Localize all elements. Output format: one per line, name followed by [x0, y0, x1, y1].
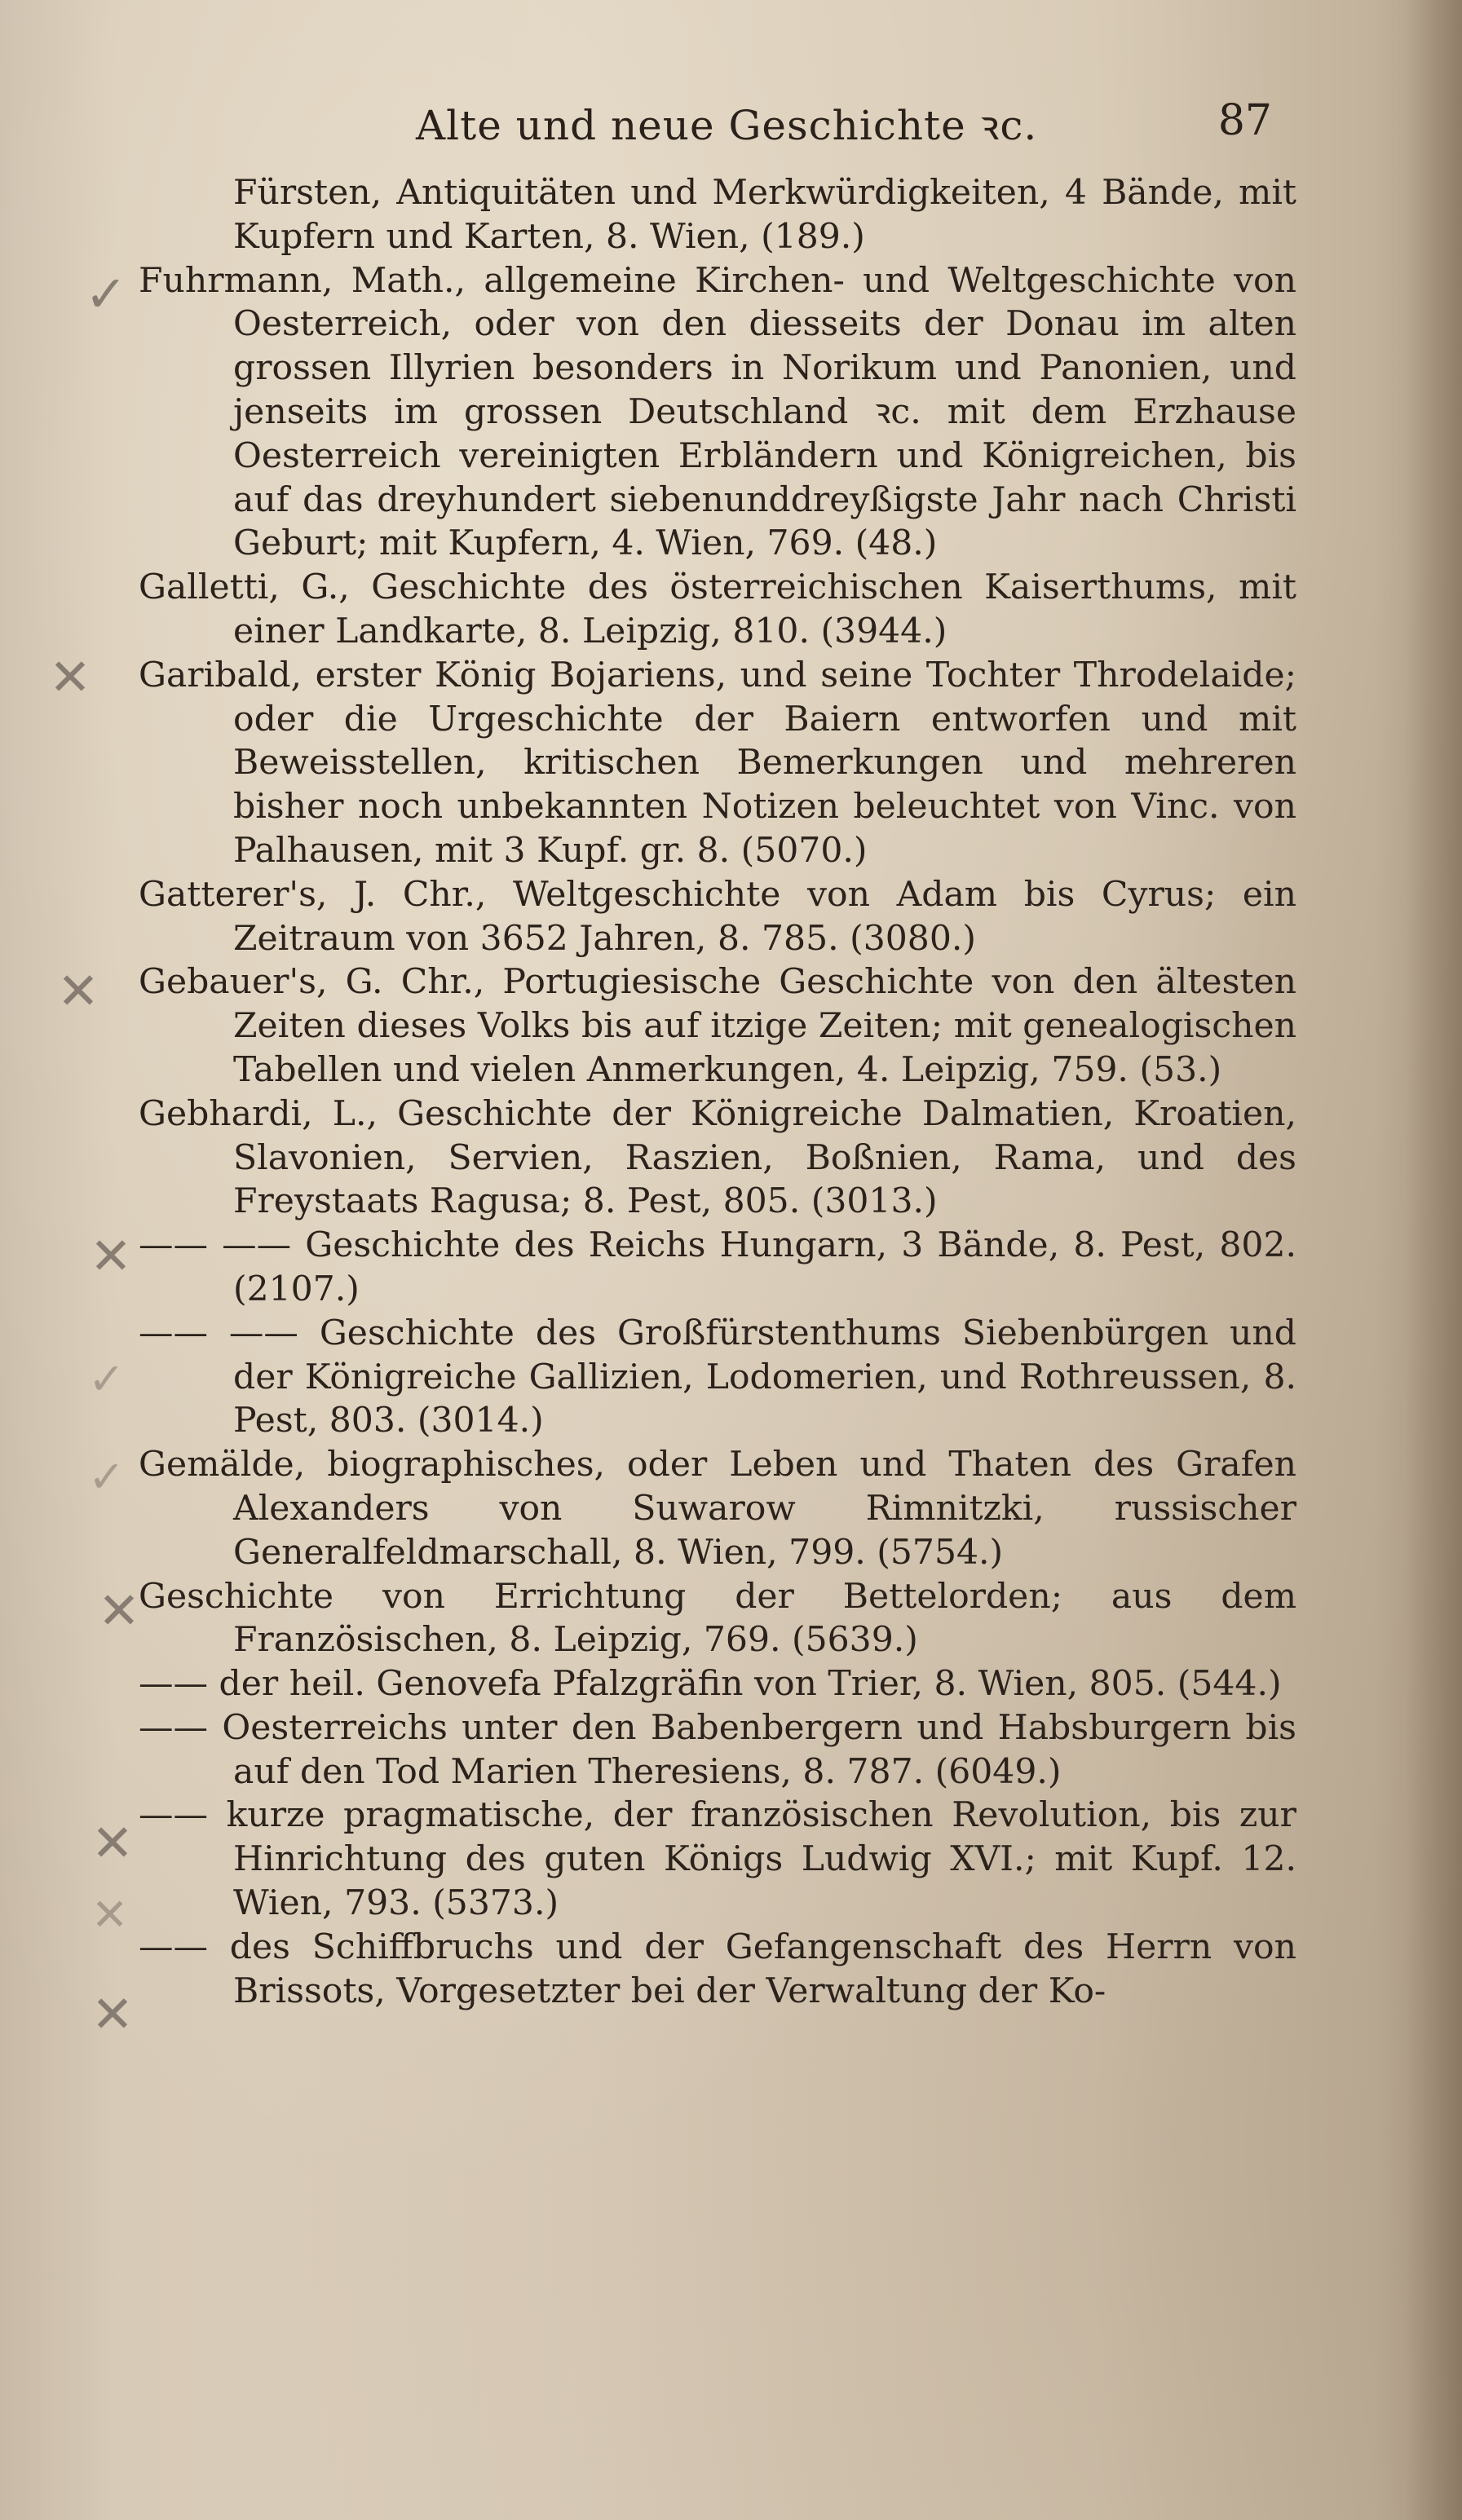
catalog-entry: Fuhrmann, Math., allgemeine Kirchen- und Weltgeschichte von Oesterreich, oder von den diesseits der Donau im alten grossen Illyrien besonders in Norikum und Panonien, und jenseits im grossen Deutschland ꝛc. mit dem Erzhause Oesterreich vereinigten Erbländern und Königreichen, bis auf das dreyhundert siebenunddreyßigste Jahr nach Christi Geburt; mit Kupfern, 4. Wien, 769. (48.) — [139, 260, 1296, 564]
page-number: 87 — [1217, 96, 1272, 145]
catalog-entry: Fürsten, Antiquitäten und Merkwürdigkeiten, 4 Bände, mit Kupfern und Karten, 8. Wien, (189.) — [233, 173, 1296, 257]
pencil-checkmark-icon: ✓ — [88, 1353, 126, 1405]
catalog-entry: —— der heil. Genovefa Pfalzgräfin von Trier, 8. Wien, 805. (544.) — [139, 1664, 1282, 1705]
pencil-cross-icon: ✕ — [49, 647, 91, 707]
pencil-checkmark-icon: ✓ — [85, 264, 127, 324]
pencil-cross-icon: ✕ — [91, 1889, 129, 1940]
catalog-entry: Gemälde, biographisches, oder Leben und Thaten des Grafen Alexanders von Suwarow Rimnitzki, russischer Generalfeldmarschall, 8. Wien, 799. (5754.) — [139, 1445, 1296, 1573]
catalog-entry: —— —— Geschichte des Reichs Hungarn, 3 Bände, 8. Pest, 802. (2107.) — [139, 1225, 1296, 1309]
catalog-entry: Gatterer's, J. Chr., Weltgeschichte von Adam bis Cyrus; ein Zeitraum von 3652 Jahren, 8. 785. (3080.) — [139, 874, 1296, 959]
page-edge-shadow — [1405, 0, 1462, 2520]
catalog-entry: Galletti, G., Geschichte des österreichischen Kaiserthums, mit einer Landkarte, 8. Leipzig, 810. (3944.) — [139, 567, 1296, 651]
pencil-cross-icon: ✕ — [91, 1813, 134, 1873]
pencil-cross-icon: ✕ — [98, 1581, 140, 1640]
pencil-cross-icon: ✕ — [90, 1226, 132, 1286]
catalog-entry: Gebauer's, G. Chr., Portugiesische Geschichte von den ältesten Zeiten dieses Volks bis auf itzige Zeiten; mit genealogischen Tabellen und vielen Anmerkungen, 4. Leipzig, 759. (53.) — [139, 962, 1296, 1090]
catalog-entry: Garibald, erster König Bojariens, und seine Tochter Throdelaide; oder die Urgeschichte der Baiern entworfen und mit Beweisstellen, kritischen Bemerkungen und mehreren bisher noch unbekannten Notizen beleuchtet von Vinc. von Palhausen, mit 3 Kupf. gr. 8. (5070.) — [139, 655, 1296, 871]
catalog-entry: —— —— Geschichte des Großfürstenthums Siebenbürgen und der Königreiche Gallizien, Lodomerien, und Rothreussen, 8. Pest, 803. (3014.) — [139, 1313, 1296, 1441]
page-header — [416, 96, 1272, 161]
catalog-entry: —— des Schiffbruchs und der Gefangenschaft des Herrn von Brissots, Vorgesetzter bei der Verwaltung der Ko- — [139, 1926, 1296, 2011]
pencil-cross-icon: ✕ — [91, 1984, 134, 2044]
catalog-text — [139, 171, 1296, 2013]
catalog-entry: Gebhardi, L., Geschichte der Königreiche Dalmatien, Kroatien, Slavonien, Servien, Raszien, Boßnien, Rama, und des Freystaats Ragusa; 8. Pest, 805. (3013.) — [139, 1093, 1296, 1222]
pencil-cross-icon: ✕ — [57, 961, 99, 1021]
catalog-entry: —— kurze pragmatische, der französischen Revolution, bis zur Hinrichtung des guten Königs Ludwig XVI.; mit Kupf. 12. Wien, 793. (5373.) — [139, 1795, 1296, 1924]
catalog-entry: Geschichte von Errichtung der Bettelorden; aus dem Französischen, 8. Leipzig, 769. (5639.) — [139, 1576, 1296, 1661]
pencil-checkmark-icon: ✓ — [88, 1451, 126, 1503]
running-title: Alte und neue Geschichte ꝛc. — [416, 102, 1038, 149]
catalog-entry: —— Oesterreichs unter den Babenbergern und Habsburgern bis auf den Tod Marien Theresiens, 8. 787. (6049.) — [139, 1707, 1296, 1792]
